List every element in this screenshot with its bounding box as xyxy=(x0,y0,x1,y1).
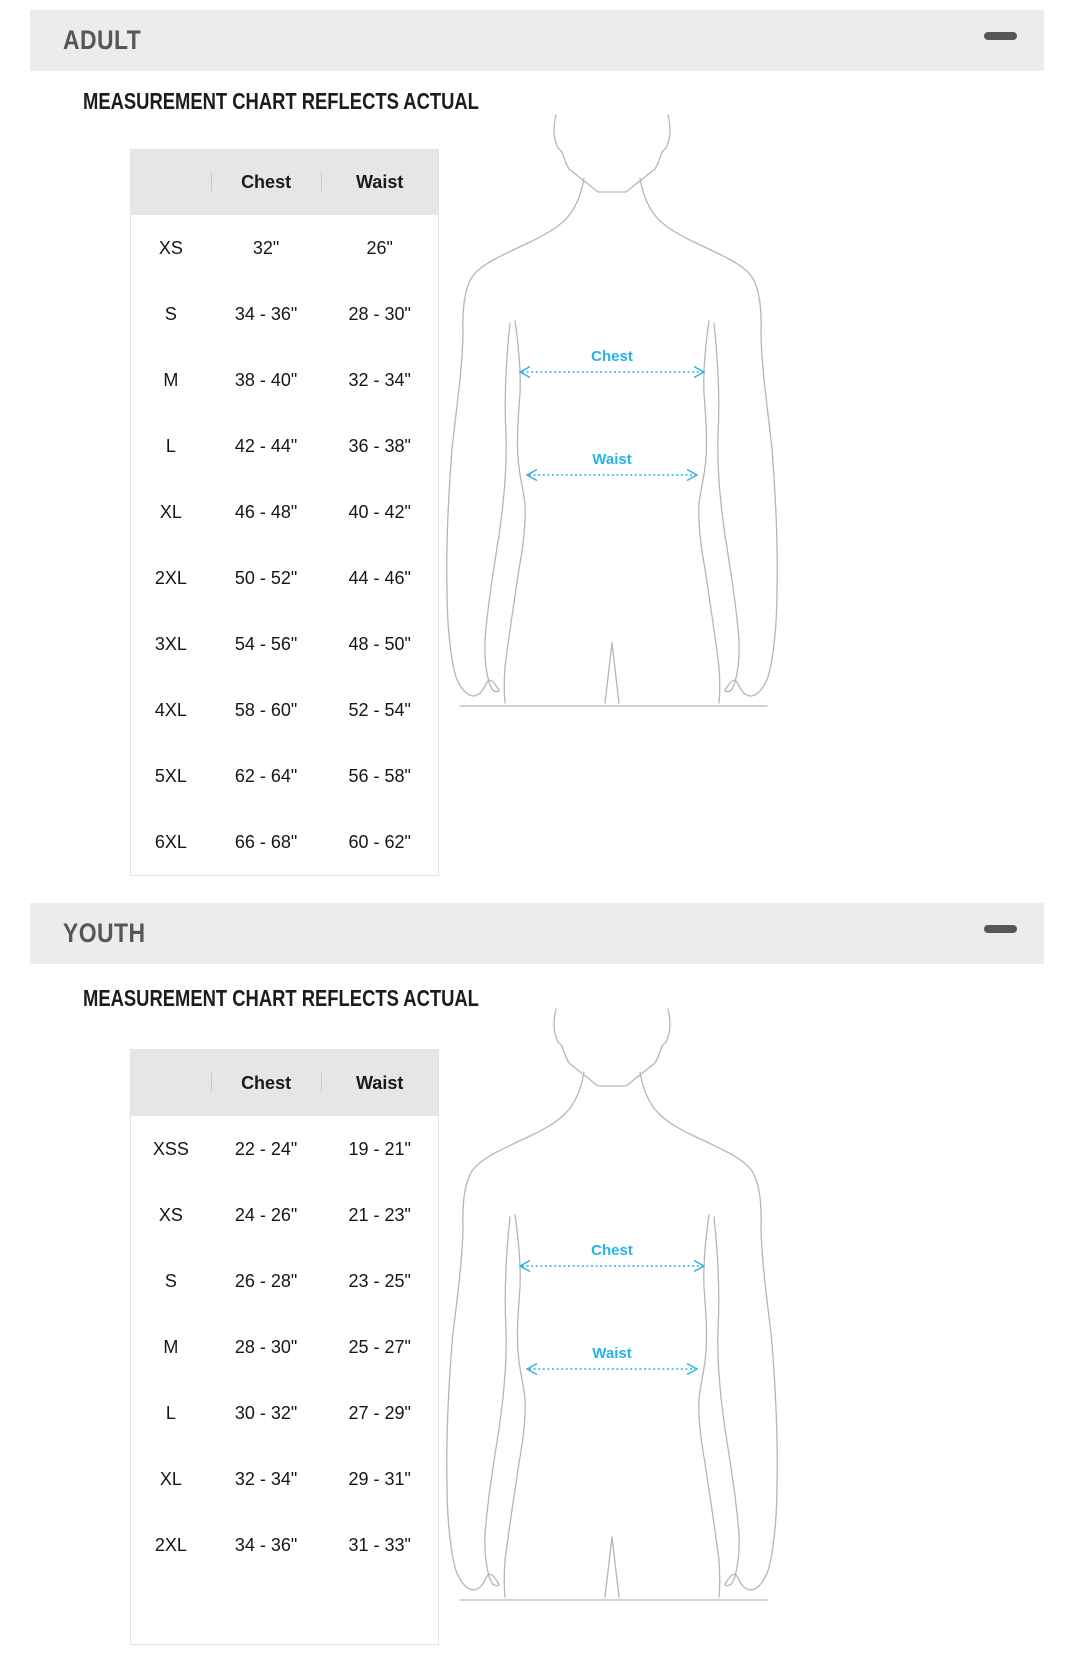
chest-cell: 38 - 40" xyxy=(234,369,298,390)
waist-arrow-label: Waist xyxy=(592,1345,632,1362)
table-row xyxy=(131,1446,438,1512)
youth-chart-title: MEASUREMENT CHART REFLECTS ACTUAL xyxy=(83,985,479,1011)
chest-cell: 46 - 48" xyxy=(234,501,298,522)
table-row xyxy=(131,347,438,413)
size-cell: L xyxy=(165,435,176,456)
size-cell: 4XL xyxy=(154,699,187,720)
chest-cell: 54 - 56" xyxy=(234,633,298,654)
waist-cell: 23 - 25" xyxy=(348,1270,411,1291)
waist-arrow-label: Waist xyxy=(592,451,632,468)
table-row xyxy=(131,677,438,743)
size-cell: L xyxy=(165,1402,176,1423)
size-cell: 2XL xyxy=(154,567,187,588)
chest-measure-arrow xyxy=(520,367,704,378)
chest-arrow-label: Chest xyxy=(591,348,633,365)
waist-cell: 27 - 29" xyxy=(348,1402,411,1423)
chest-cell: 28 - 30" xyxy=(234,1336,298,1357)
size-cell: XS xyxy=(158,1204,183,1225)
table-row xyxy=(131,281,438,347)
table-row xyxy=(131,545,438,611)
chest-cell: 30 - 32" xyxy=(234,1402,298,1423)
size-cell: XSS xyxy=(152,1138,189,1159)
adult-size-table xyxy=(130,149,439,876)
youth-body-silhouette xyxy=(432,1005,792,1605)
chest-cell: 42 - 44" xyxy=(234,435,298,456)
size-cell: 2XL xyxy=(154,1534,187,1555)
table-row xyxy=(131,611,438,677)
waist-cell: 52 - 54" xyxy=(348,699,411,720)
chest-cell: 26 - 28" xyxy=(234,1270,298,1291)
youth-accordion-header[interactable] xyxy=(30,903,1044,964)
header-chest: Chest xyxy=(211,172,322,193)
adult-section-title: ADULT xyxy=(63,24,142,55)
waist-cell: 56 - 58" xyxy=(348,765,411,786)
waist-cell: 26" xyxy=(366,237,393,258)
waist-cell: 25 - 27" xyxy=(348,1336,411,1357)
table-header-row xyxy=(131,150,438,215)
waist-cell: 31 - 33" xyxy=(348,1534,411,1555)
waist-measure-arrow xyxy=(527,1364,697,1375)
size-cell: XL xyxy=(159,1468,182,1489)
chest-cell: 32" xyxy=(252,237,280,258)
waist-cell: 36 - 38" xyxy=(348,435,411,456)
chest-cell: 62 - 64" xyxy=(234,765,298,786)
header-waist: Waist xyxy=(321,1073,438,1094)
table-body xyxy=(131,1116,438,1644)
waist-cell: 60 - 62" xyxy=(348,831,411,852)
youth-section-title: YOUTH xyxy=(63,917,146,948)
adult-body-silhouette xyxy=(432,111,792,711)
chest-cell: 34 - 36" xyxy=(234,1534,298,1555)
size-cell: 6XL xyxy=(154,831,187,852)
body-outline xyxy=(447,1009,778,1600)
adult-chart-title: MEASUREMENT CHART REFLECTS ACTUAL xyxy=(83,88,479,114)
waist-measure-arrow xyxy=(527,470,697,481)
chest-cell: 24 - 26" xyxy=(234,1204,298,1225)
chest-cell: 66 - 68" xyxy=(234,831,298,852)
table-row xyxy=(131,1314,438,1380)
table-row xyxy=(131,1248,438,1314)
table-row xyxy=(131,743,438,809)
size-cell: S xyxy=(164,303,177,324)
waist-cell: 44 - 46" xyxy=(348,567,411,588)
header-chest: Chest xyxy=(211,1073,322,1094)
size-cell: XS xyxy=(158,237,183,258)
waist-cell: 29 - 31" xyxy=(348,1468,411,1489)
size-cell: M xyxy=(163,1336,179,1357)
collapse-minus-icon[interactable] xyxy=(984,925,1017,933)
table-row xyxy=(131,1512,438,1578)
waist-cell: 28 - 30" xyxy=(348,303,411,324)
waist-cell: 40 - 42" xyxy=(348,501,411,522)
body-outline xyxy=(447,115,778,706)
youth-size-table xyxy=(130,1049,439,1645)
adult-accordion-header[interactable] xyxy=(30,10,1044,71)
waist-cell: 48 - 50" xyxy=(348,633,411,654)
size-cell: 5XL xyxy=(154,765,187,786)
table-row xyxy=(131,809,438,875)
chest-cell: 22 - 24" xyxy=(234,1138,298,1159)
collapse-minus-icon[interactable] xyxy=(984,32,1017,40)
size-cell: S xyxy=(164,1270,177,1291)
size-cell: M xyxy=(163,369,179,390)
chest-cell: 50 - 52" xyxy=(234,567,298,588)
chest-cell: 34 - 36" xyxy=(234,303,298,324)
table-header-row xyxy=(131,1050,438,1116)
header-waist: Waist xyxy=(321,172,438,193)
waist-cell: 21 - 23" xyxy=(348,1204,411,1225)
table-row xyxy=(131,413,438,479)
size-cell: 3XL xyxy=(154,633,187,654)
waist-cell: 19 - 21" xyxy=(348,1138,411,1159)
chest-cell: 58 - 60" xyxy=(234,699,298,720)
table-body xyxy=(131,215,438,875)
size-cell: XL xyxy=(159,501,182,522)
table-row xyxy=(131,1116,438,1182)
table-row xyxy=(131,1182,438,1248)
chest-cell: 32 - 34" xyxy=(234,1468,298,1489)
table-row xyxy=(131,215,438,281)
chest-arrow-label: Chest xyxy=(591,1242,633,1259)
waist-cell: 32 - 34" xyxy=(348,369,411,390)
table-row xyxy=(131,1380,438,1446)
table-row xyxy=(131,479,438,545)
chest-measure-arrow xyxy=(520,1261,704,1272)
